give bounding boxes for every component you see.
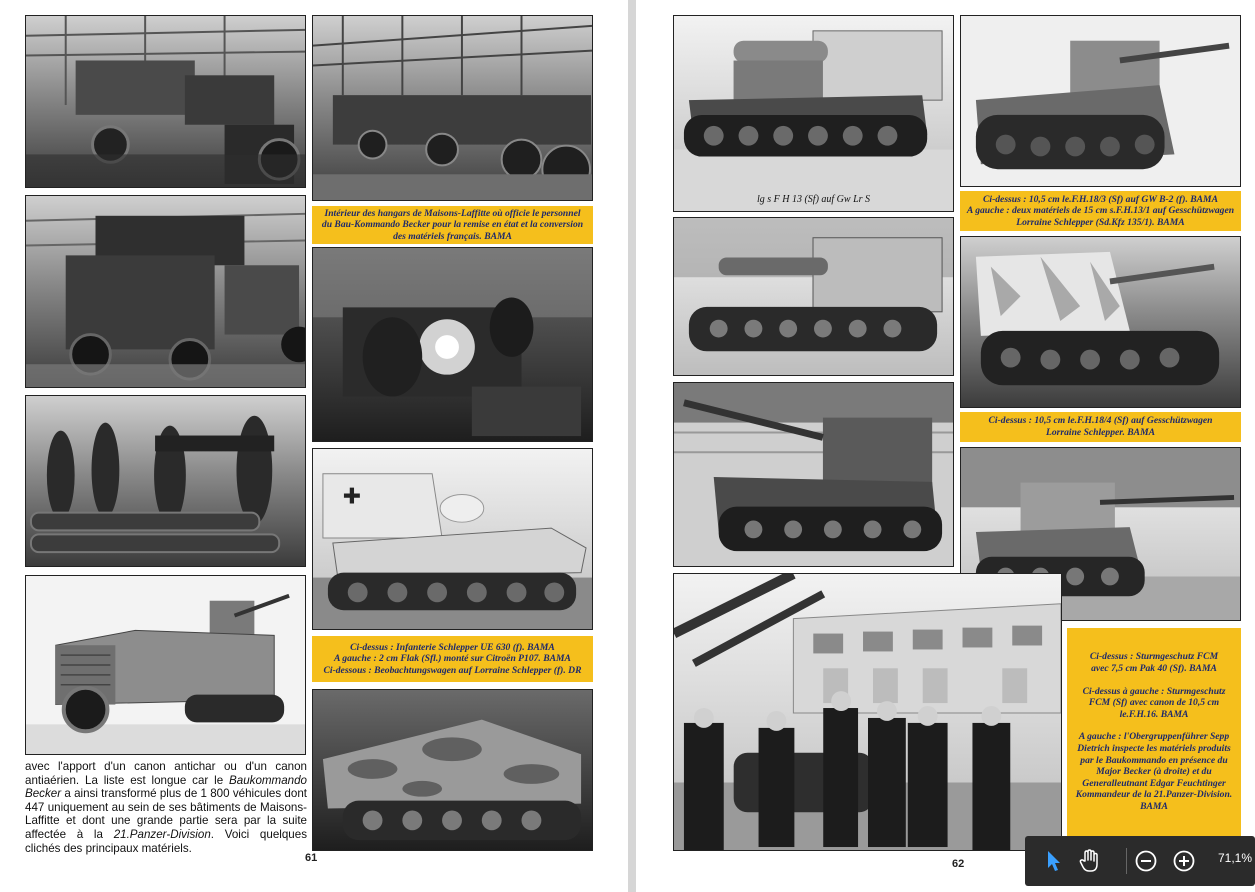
caption-line: Ci-dessus : Sturmgeschutz FCM: [1089, 651, 1219, 663]
photo-sfh13-lorraine: [673, 15, 954, 212]
photo-citroen-flak: [25, 575, 306, 755]
caption-line: avec 7,5 cm Pak 40 (Sf). BAMA: [1091, 663, 1217, 675]
right-page: [636, 0, 1255, 892]
body-text-part: a ainsi transformé plus de 1 800 véhicules dont 447 uniquement au sein de ses bâtiments de Maisons-Laffitte et dont une grande partie sera par la suite affectée à la: [25, 787, 307, 841]
body-text-emphasis: Baukommando Becker: [25, 773, 307, 801]
photo-gw-b2: [960, 15, 1241, 187]
photo-factory-vehicles: [25, 15, 306, 188]
caption-gwb2: [960, 191, 1241, 231]
zoom-level-readout[interactable]: 71,1%: [1218, 851, 1253, 865]
body-text-part: . Voici quelques clichés des principaux matériels.: [25, 827, 307, 855]
caption-line: A gauche : 2 cm Flak (Sfl.) monté sur Citroën P107. BAMA: [334, 653, 571, 665]
caption-line: Intérieur des hangars de Maisons-Laffitte où officie le personnel: [324, 207, 581, 219]
photo-gun-barrels: [25, 395, 306, 567]
caption-line: Ci-dessus à gauche : Sturmgeschutz: [1082, 685, 1226, 697]
photo-beobachtungswagen: [312, 689, 593, 851]
page-number: 61: [305, 852, 318, 864]
hand-icon: [1079, 849, 1101, 873]
select-tool-button[interactable]: [1039, 846, 1069, 876]
caption-line: FCM (Sf) avec canon de 10,5 cm: [1088, 697, 1220, 709]
photo-lefh184-camo: [960, 236, 1241, 408]
svg-text:✚: ✚: [342, 484, 362, 510]
zoom-out-icon: [1135, 850, 1157, 872]
zoom-out-button[interactable]: [1131, 846, 1161, 876]
caption-line: [1067, 675, 1241, 686]
caption-line: Ci-dessus : 10,5 cm le.F.H.18/4 (Sf) auf Gesschützwagen: [988, 415, 1213, 427]
caption-line: Ci-dessous : Beobachtungswagen auf Lorraine Schlepper (f). DR: [323, 664, 582, 676]
photo-caption-label: lg s F H 13 (Sf) auf Gw Lr S: [756, 194, 871, 205]
zoom-toolbar: [1025, 836, 1255, 886]
photo-halftrack-trucks: [25, 195, 306, 388]
photo-inspection-officers: [673, 573, 1062, 851]
photo-fcm-lefh16: [673, 382, 954, 567]
photo-ue630-schlepper: [312, 448, 593, 630]
photo-hangar-interior: [312, 15, 593, 201]
caption-line: Ci-dessus : Infanterie Schlepper UE 630 (f). BAMA: [350, 641, 555, 653]
page-gutter: [628, 0, 636, 892]
zoom-in-icon: [1173, 850, 1195, 872]
pointer-icon: [1046, 850, 1062, 872]
toolbar-divider: [1126, 848, 1127, 874]
caption-line: Dietrich inspecte les matériels produits: [1077, 743, 1231, 754]
caption-line: des matériels français. BAMA: [393, 230, 512, 242]
body-text-emphasis: 21.Panzer-Division: [113, 827, 211, 841]
caption-line: [1067, 720, 1241, 731]
caption-fcm-dietrich: [1067, 628, 1241, 836]
photo-welding-workers: [312, 247, 593, 442]
body-text-part: avec l'apport d'un canon antichar ou d'un canon antiaérien. La liste est longue car le: [25, 760, 307, 787]
caption-line: BAMA: [1140, 800, 1168, 812]
body-paragraph: [25, 760, 307, 855]
zoom-in-button[interactable]: [1169, 846, 1199, 876]
caption-line: Ci-dessus : 10,5 cm le.F.H.18/3 (Sf) auf GW B-2 (f). BAMA: [983, 193, 1218, 205]
photo-sfh13-second: [673, 217, 954, 376]
caption-line: Lorraine Schlepper (Sd.Kfz 135/1). BAMA: [1016, 216, 1185, 228]
caption-hangar: [312, 206, 593, 244]
caption-line: par le Baukommando en présence du: [1080, 754, 1228, 766]
caption-line: Generalleutnant Edgar Feuchtinger: [1082, 777, 1226, 789]
caption-line: Major Becker (à droite) et du: [1096, 766, 1212, 778]
caption-line: A gauche : deux matériels de 15 cm s.F.H.13/1 auf Gesschützwagen: [966, 205, 1235, 217]
caption-line: A gauche : l'Obergruppenführer Sepp: [1078, 731, 1230, 743]
page-number: 62: [952, 858, 965, 870]
caption-schlepper: [312, 636, 593, 682]
caption-lefh184: [960, 412, 1241, 442]
pan-tool-button[interactable]: [1075, 846, 1105, 876]
caption-line: Kommandeur de la 21.Panzer-Division.: [1075, 789, 1233, 801]
caption-line: Lorraine Schlepper. BAMA: [1045, 427, 1155, 438]
caption-line: le.F.H.16. BAMA: [1119, 708, 1189, 720]
caption-line: du Bau-Kommando Becker pour la remise en état et la conversion: [321, 219, 584, 231]
